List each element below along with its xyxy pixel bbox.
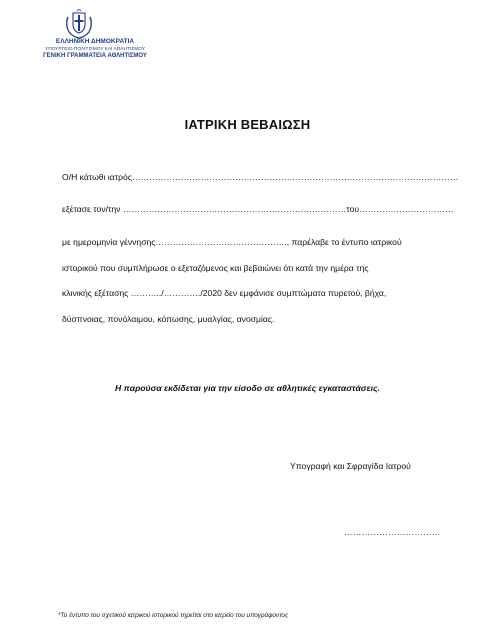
- greek-coat-of-arms-icon: [64, 8, 94, 40]
- header-line-republic: ΕΛΛΗΝΙΚΗ ΔΗΜΟΚΡΑΤΙΑ: [55, 38, 135, 45]
- ministry-header: [35, 38, 155, 60]
- signature-line: ……………………………: [344, 527, 441, 537]
- document-title: ΙΑΤΡΙΚΗ ΒΕΒΑΙΩΣΗ: [184, 117, 311, 132]
- signature-label: Υπογραφή και Σφραγίδα Ιατρού: [290, 461, 411, 471]
- header-line-ministry: ΥΠΟΥΡΓΕΙΟ ΠΟΛΙΤΙΣΜΟΥ ΚΑΙ ΑΘΛΗΤΙΣΜΟΥ: [45, 47, 145, 52]
- clinical-exam-line: κλινικής εξέτασης ………../…………./2020 δεν εμφάνισε συμπτώματα πυρετού, βήχα,: [62, 288, 387, 298]
- footnote: *Το έντυπο του σχετικού ιατρικού ιστορικού τηρείται στο ιατρείο του υπογράφοντος: [58, 612, 289, 619]
- symptoms-line: δύσπνοιας, πονόλαιμου, κόπωσης, μυαλγίας, ανοσμίας.: [62, 314, 275, 324]
- doctor-name-line: Ο/Η κάτωθι ιατρός……………………………………………………………………………………………………: [62, 172, 459, 182]
- purpose-statement: Η παρούσα εκδίδεται για την είσοδο σε αθλητικές εγκαταστάσεις.: [115, 383, 380, 393]
- history-line: ιστορικού που συμπλήρωσε ο εξεταζόμενος και βεβαιώνει ότι κατά την ημέρα της: [62, 263, 369, 273]
- birth-date-line: με ημερομηνία γέννησης………………………………………., παρέλαβε το έντυπο ιατρικού: [62, 237, 402, 247]
- patient-name-line: εξέτασε τον/την ……………………………………………………………………του……………………………: [62, 204, 454, 214]
- header-line-secretariat: ΓΕΝΙΚΗ ΓΡΑΜΜΑΤΕΙΑ ΑΘΛΗΤΙΣΜΟΥ: [43, 53, 147, 59]
